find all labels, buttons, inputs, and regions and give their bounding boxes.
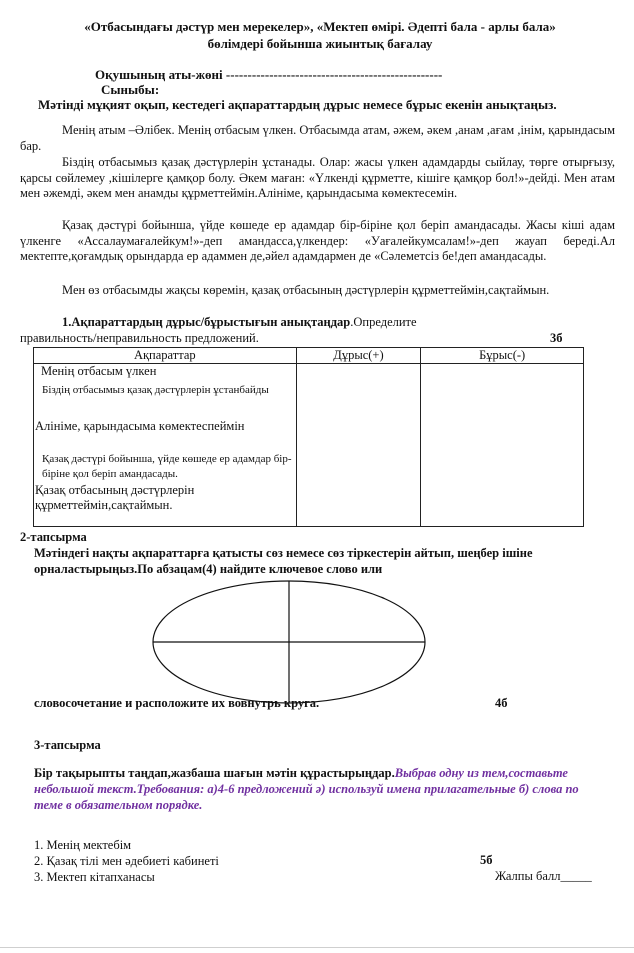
total-score-label: Жалпы балл_____: [495, 869, 592, 883]
statement-text: Біздің отбасымыз қазақ дәстүрлерін ұстанбайды: [42, 383, 269, 396]
statement-text: Қазақ отбасының дәстүрлерін құрметтеймін,сақтаймын.: [35, 482, 195, 512]
true-answer-cell[interactable]: [296, 364, 421, 380]
table-row: [34, 449, 584, 483]
true-answer-cell[interactable]: [296, 483, 421, 527]
statement-cell: [34, 483, 297, 527]
task3-instruction: [34, 765, 594, 813]
false-answer-cell[interactable]: [421, 449, 584, 483]
topic-item: 3. Мектеп кітапханасы: [34, 870, 155, 884]
task2-instruction-end: словосочетание и расположите их вовнутрь круга.: [34, 696, 320, 710]
statement-text: Алініме, қарындасыма көмектеспеймін: [35, 418, 245, 433]
table-row: [34, 418, 584, 449]
statement-cell: [34, 364, 297, 380]
answer-ellipse-diagram[interactable]: [150, 578, 428, 706]
statement-cell: [34, 418, 297, 449]
task2-points: 4б: [495, 696, 508, 710]
table-row: [34, 483, 584, 527]
statement-text: Менің отбасым үлкен: [41, 364, 157, 378]
text-paragraph-3: Қазақ дәстүрі бойынша, үйде көшеде ер адамдар бір-біріне қол беріп амандасады. Жасы кіші адам үлкенге «Ассалаумағалейкум!»-деп амандасса,үлкендер: «Уағалейкумсалам!»-деп жауап береді.Ал мектепте,қоғамдық орындарда ер адаммен де,әйел адамдармен де «Сәлеметсіз бе!деп амандасады.: [20, 218, 615, 264]
true-false-table: [33, 347, 584, 527]
topic-item: 2. Қазақ тілі мен әдебиеті кабинеті: [34, 854, 219, 868]
page-bottom-divider: [0, 947, 634, 948]
column-header: Ақпараттар: [34, 348, 297, 364]
text-paragraph-2: Біздің отбасымыз қазақ дәстүрлерін ұстанады. Олар: жасы үлкен адамдарды сыйлау, төрге отырғызу, қарсы сөйлемеу ,кішілерге қамқор болу. Әкем маған: «Үлкенді құрметте, кішіге қамқор бол!»-дейді. Мен атам мен әжемді, әкем мен анамды құрметтеймін.Алініме, қарындасыма көмектесемін.: [20, 155, 615, 201]
class-label: Сыныбы:: [101, 82, 160, 97]
task1-heading-kz: 1.Ақпараттардың дұрыс/бұрыстығын анықтаңдар: [62, 315, 351, 329]
true-answer-cell[interactable]: [296, 418, 421, 449]
true-answer-cell[interactable]: [296, 449, 421, 483]
title-line-1: «Отбасындағы дәстүр мен мерекелер», «Мектеп өмірі. Әдепті бала - арлы бала»: [84, 19, 556, 34]
table-header-row: [34, 348, 584, 364]
statement-cell: [34, 449, 297, 483]
column-header: Бұрыс(-): [421, 348, 584, 364]
text-paragraph-1: Менің атым –Әлібек. Менің отбасым үлкен. Отбасымда атам, әжем, әкем ,анам ,ағам ,інім, қарындасым бар.: [20, 123, 615, 153]
title-line-2: бөлімдері бойынша жиынтық бағалау: [207, 36, 433, 51]
task1-points: 3б: [550, 331, 563, 345]
false-answer-cell[interactable]: [421, 380, 584, 418]
column-header: Дұрыс(+): [296, 348, 421, 364]
task3-label: 3-тапсырма: [34, 738, 101, 752]
false-answer-cell[interactable]: [421, 483, 584, 527]
task3-instruction-ru: Выбрав одну из тем,составьте небольшой текст.Требования: а)4-6 предложений ә) используй имена прилагательные б) слова по теме в обязательном порядке.: [34, 766, 579, 812]
false-answer-cell[interactable]: [421, 418, 584, 449]
table-row: [34, 380, 584, 418]
table-row: [34, 364, 584, 380]
topic-item: 1. Менің мектебім: [34, 838, 132, 852]
task1-heading: [62, 315, 417, 330]
false-answer-cell[interactable]: [421, 364, 584, 380]
true-answer-cell[interactable]: [296, 380, 421, 418]
text-paragraph-4: Мен өз отбасымды жақсы көремін, қазақ отбасының дәстүрлерін құрметтеймін,сақтаймын.: [62, 283, 550, 297]
task1-heading-ru: .Определите: [350, 315, 417, 329]
statement-cell: [34, 380, 297, 418]
statement-text: Қазақ дәстүрі бойынша, үйде көшеде ер адамдар бір-біріне қол беріп амандасады.: [42, 452, 292, 480]
task3-instruction-kz: Бір тақырыпты таңдап,жазбаша шағын мәтін құрастырыңдар.: [34, 766, 395, 780]
task1-heading-line2: правильность/неправильность предложений.: [20, 331, 259, 345]
task3-points: 5б: [480, 853, 493, 867]
main-instruction: Мәтінді мұқият оқып, кестедегі ақпараттардың дұрыс немесе бұрыс екенін анықтаңыз.: [38, 97, 557, 112]
task2-label: 2-тапсырма: [20, 530, 87, 544]
task2-instruction: Мәтіндегі нақты ақпараттарға қатысты сөз немесе сөз тіркестерін айтып, шеңбер ішіне орналастырыңыз.По абзацам(4) найдите ключевое слово или: [34, 546, 533, 576]
student-name-label: Оқушының аты-жөні --------------------------------------------------: [95, 67, 443, 82]
